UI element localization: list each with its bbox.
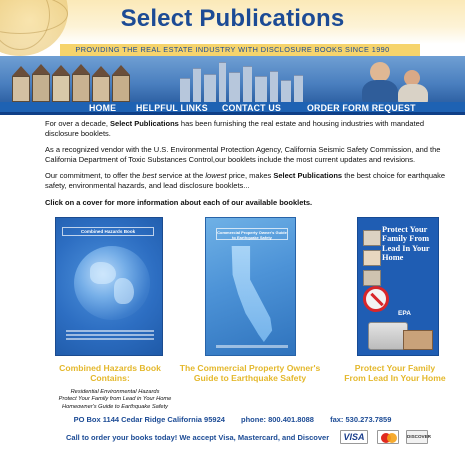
company-name: Select Publications [110,119,179,128]
discover-card-icon [406,430,431,444]
intro-text: has been furnishing the real estate and housing industries with mandated disclosure booklets. [45,119,424,138]
nav-contact-us[interactable]: CONTACT US [222,103,282,113]
footer-fax: fax: 530.273.7859 [330,415,392,424]
book-cover-title: Commercial Property Owner's Guide to Earthquake Safety [217,230,287,240]
cover-photo [368,322,408,350]
book-cover-title: Protect Your Family From Lead In Your Home [382,225,430,263]
intro-content [45,119,455,214]
cover-photo [363,230,381,246]
banner-photo-strip [0,56,465,102]
intro-text: For over a decade, [45,119,111,128]
intro-paragraph-1 [45,119,455,138]
nav-home[interactable]: HOME [89,103,117,113]
nav-helpful-links[interactable]: HELPFUL LINKS [136,103,208,113]
header [0,0,465,44]
intro-text: Our commitment, to offer the [45,171,143,181]
discover-label: DISCOVER [407,434,431,439]
cover-photo [363,270,381,286]
footer-call-to-order: Call to order your books today! We accept Visa, Mastercard, and Discover [66,433,330,442]
nav-order-form-request[interactable]: ORDER FORM REQUEST [307,103,416,113]
book-caption-earthquake-safety[interactable] [170,363,330,384]
site-title: Select Publications [120,5,345,32]
intro-paragraph-2: As a recognized vendor with the U.S. Environmental Protection Agency, California Seismic Safety Commission, and the California Department of Toxic Substances Control,our booklets include the most current updates and revisions. [45,145,441,164]
contents-item: Residential Environmental Hazards [70,389,160,395]
book-cover-lead[interactable] [357,217,439,356]
caption-line: Contains: [90,373,130,384]
book-cover-title: Combined Hazards Book [62,227,154,236]
intro-text: the best choice for earthquake safety, environmental hazards, and lead disclosure booklets... [45,171,446,190]
footer-address: PO Box 1144 Cedar Ridge California 95924 [73,415,225,424]
tagline: PROVIDING THE REAL ESTATE INDUSTRY WITH DISCLOSURE BOOKS SINCE 1990 [75,45,390,54]
contents-item: Protect Your Family from Lead in Your Home [58,396,172,403]
book-cover-combined-hazards[interactable] [55,217,163,356]
mastercard-icon [377,430,399,444]
caption-line: Guide to Earthquake Safety [193,373,307,384]
book-cover-earthquake-safety[interactable] [205,217,296,356]
cover-photo [363,250,381,266]
california-map-graphic [228,246,274,342]
book-caption-combined-hazards[interactable] [40,363,180,384]
company-name: Select Publications [273,171,343,181]
cover-lines [66,330,154,346]
intro-paragraph-3 [45,171,455,190]
intro-text: service at the [156,171,206,181]
emphasis-lowest: lowest [205,171,227,181]
caption-line: Protect Your Family [354,363,436,373]
combined-book-contents [40,389,190,411]
main-nav [0,102,465,115]
visa-card-icon: VISA [340,430,368,444]
caption-line: From Lead In Your Home [344,373,446,384]
book-caption-lead[interactable] [325,363,465,384]
intro-text: price, makes [226,171,274,181]
epa-logo: EPA [398,310,411,317]
cover-footer-line [216,345,288,348]
footer-phone: phone: 800.401.8088 [241,415,314,424]
cover-photo [403,330,433,350]
cover-instruction: Click on a cover for more information about each of our available booklets. [45,197,313,207]
globe-graphic [74,246,150,320]
caption-line: Combined Hazards Book [59,363,161,373]
caption-line: The Commercial Property Owner's [179,363,321,373]
footer-contact [0,415,465,424]
emphasis-best: best [142,171,157,181]
contents-item: Homeowner's Guide to Earthquake Safety [61,403,169,410]
